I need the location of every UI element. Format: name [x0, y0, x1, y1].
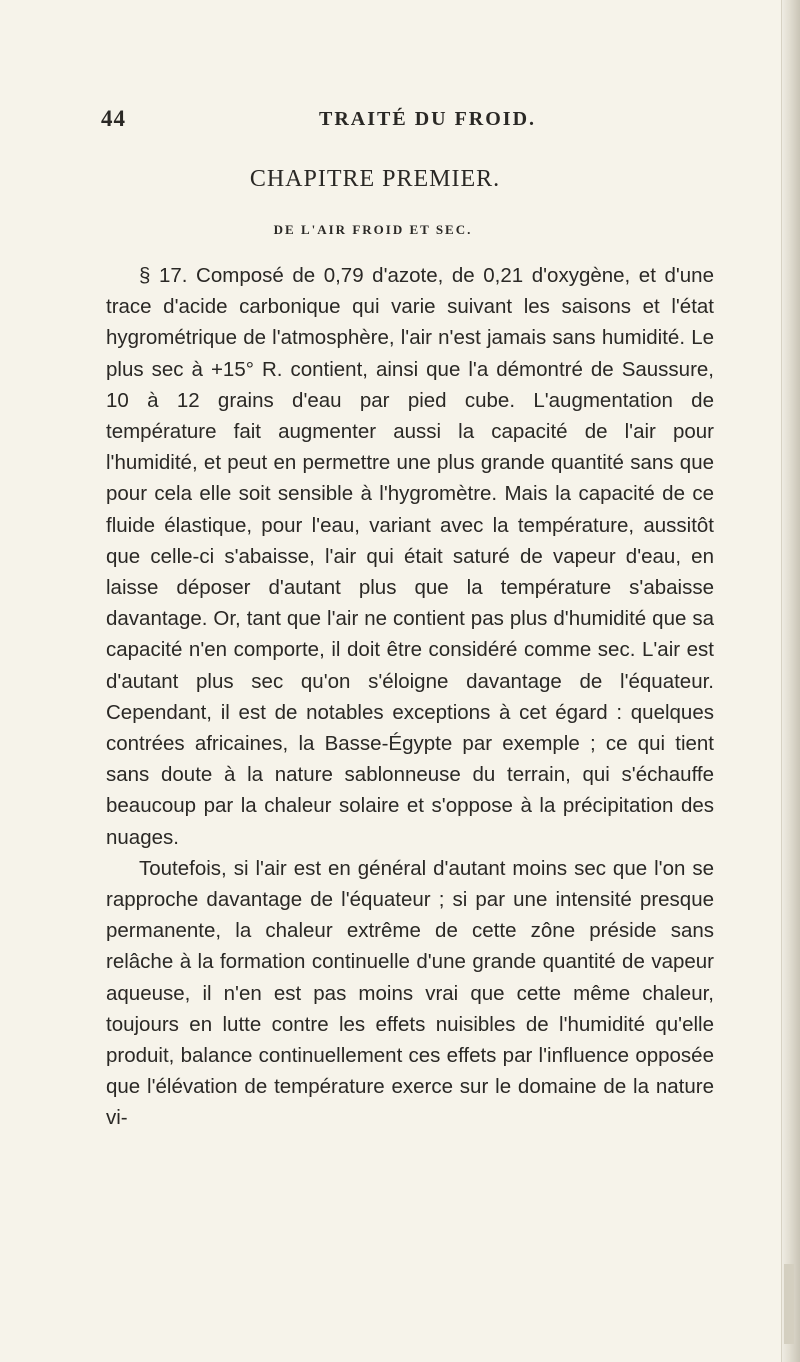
- paragraph: Toutefois, si l'air est en général d'autant moins sec que l'on se rapproche davantage de l'équateur ; si par une intensité presque permanente, la chaleur extrême de cette zône préside sans relâche à la formation continuelle d'une grande quantité de vapeur aqueuse, il n'en est pas moins vrai que cette même chaleur, toujours en lutte contre les effets nuisibles de l'humidité qu'elle produit, balance continuellement ces effets par l'influence opposée que l'élévation de température exerce sur le domaine de la nature vi-: [106, 856, 714, 1130]
- section-title-text: DE L'AIR FROID ET SEC.: [273, 222, 473, 237]
- body-text: [106, 260, 714, 1134]
- chapter-title-text: CHAPITRE PREMIER.: [249, 166, 501, 192]
- page-number: 44: [101, 106, 126, 131]
- paragraph: § 17. Composé de 0,79 d'azote, de 0,21 d'oxygène, et d'une trace d'acide carbonique qui varie suivant les saisons et l'état hygrométrique de l'atmosphère, l'air n'est jamais sans humidité. Le plus sec à +15° R. contient, ainsi que l'a démontré de Saussure, 10 à 12 grains d'eau par pied cube. L'augmentation de température fait augmenter aussi la capacité de l'air pour l'humidité, et peut en permettre une plus grande quantité sans que pour cela elle soit sensible à l'hygromètre. Mais la capacité de ce fluide élastique, pour l'eau, variant avec la température, aussitôt que celle-ci s'abaisse, l'air qui était saturé de vapeur d'eau, en laisse déposer d'autant plus que la température s'abaisse davantage. Or, tant que l'air ne contient pas plus d'humidité que sa capacité n'en comporte, il doit être considéré comme sec. L'air est d'autant plus sec qu'on s'éloigne davantage de l'équateur. Cependant, il est de notables exceptions à cet égard : quelques contrées africaines, la Basse-Égypte par exemple ; ce qui tient sans doute à la nature sablonneuse du terrain, qui s'échauffe beaucoup par la chaleur solaire et s'oppose à la précipitation des nuages.: [106, 264, 714, 849]
- page-edge-mark: [784, 1264, 794, 1344]
- page-edge: [781, 0, 800, 1362]
- book-title: TRAITÉ DU FROID.: [319, 108, 537, 130]
- running-head: [101, 106, 741, 136]
- chapter-title: [0, 166, 786, 193]
- section-title: [0, 222, 786, 238]
